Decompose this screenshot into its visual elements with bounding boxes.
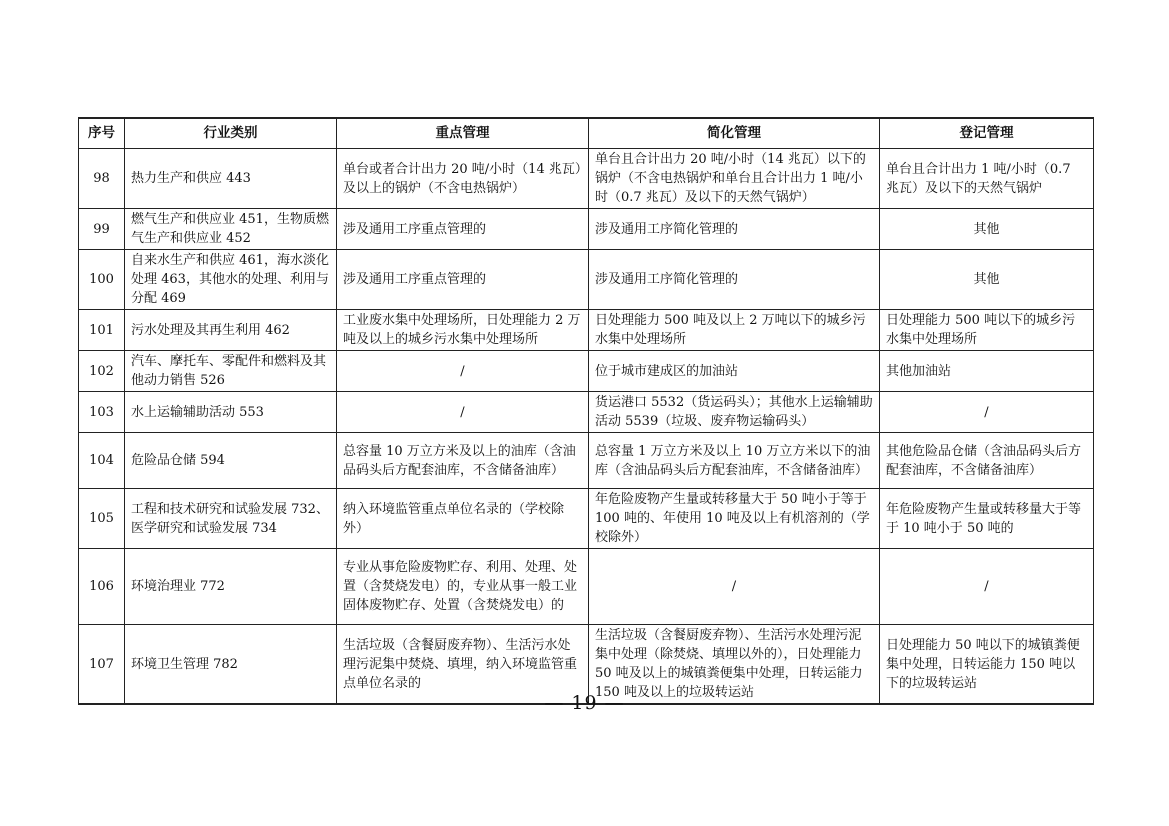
- row-seq: 102: [79, 351, 125, 392]
- page-number: — 19 —: [544, 692, 625, 714]
- regulation-table: [78, 117, 1094, 705]
- header-seq: 序号: [79, 118, 125, 149]
- table-row: [79, 489, 1094, 549]
- row-key: 涉及通用工序重点管理的: [337, 209, 589, 250]
- row-seq: 104: [79, 433, 125, 489]
- row-register: 日处理能力 50 吨以下的城镇粪便集中处理，日转运能力 150 吨以下的垃圾转运站: [880, 625, 1094, 705]
- row-simplified: 位于城市建成区的加油站: [589, 351, 880, 392]
- row-industry: 工程和技术研究和试验发展 732、医学研究和试验发展 734: [125, 489, 337, 549]
- row-seq: 106: [79, 549, 125, 625]
- row-seq: 103: [79, 392, 125, 433]
- row-industry: 自来水生产和供应 461，海水淡化处理 463，其他水的处理、利用与分配 469: [125, 250, 337, 310]
- row-key: 总容量 10 万立方米及以上的油库（含油品码头后方配套油库，不含储备油库）: [337, 433, 589, 489]
- row-register: 其他危险品仓储（含油品码头后方配套油库，不含储备油库）: [880, 433, 1094, 489]
- row-seq: 107: [79, 625, 125, 705]
- row-key: 工业废水集中处理场所，日处理能力 2 万吨及以上的城乡污水集中处理场所: [337, 310, 589, 351]
- row-key: 涉及通用工序重点管理的: [337, 250, 589, 310]
- row-industry: 环境治理业 772: [125, 549, 337, 625]
- row-register: 日处理能力 500 吨以下的城乡污水集中处理场所: [880, 310, 1094, 351]
- row-industry: 燃气生产和供应业 451，生物质燃气生产和供应业 452: [125, 209, 337, 250]
- row-seq: 100: [79, 250, 125, 310]
- row-register: 其他: [880, 209, 1094, 250]
- row-seq: 99: [79, 209, 125, 250]
- row-industry: 污水处理及其再生利用 462: [125, 310, 337, 351]
- table-row: [79, 433, 1094, 489]
- row-register: 其他加油站: [880, 351, 1094, 392]
- row-register: /: [880, 392, 1094, 433]
- row-seq: 105: [79, 489, 125, 549]
- row-simplified: 涉及通用工序简化管理的: [589, 250, 880, 310]
- row-industry: 危险品仓储 594: [125, 433, 337, 489]
- row-seq: 98: [79, 149, 125, 209]
- row-simplified: /: [589, 549, 880, 625]
- header-registration-management: 登记管理: [880, 118, 1094, 149]
- header-industry: 行业类别: [125, 118, 337, 149]
- row-register: /: [880, 549, 1094, 625]
- table-row: [79, 351, 1094, 392]
- row-register: 其他: [880, 250, 1094, 310]
- row-industry: 热力生产和供应 443: [125, 149, 337, 209]
- row-key: /: [337, 392, 589, 433]
- table-row: [79, 549, 1094, 625]
- row-simplified: 生活垃圾（含餐厨废弃物）、生活污水处理污泥集中处理（除焚烧、填埋以外的），日处理能力 50 吨及以上的城镇粪便集中处理，日转运能力 150 吨及以上的垃圾转运站: [589, 625, 880, 705]
- table-header-row: [79, 118, 1094, 149]
- row-industry: 环境卫生管理 782: [125, 625, 337, 705]
- header-key-management: 重点管理: [337, 118, 589, 149]
- row-key: 纳入环境监管重点单位名录的（学校除外）: [337, 489, 589, 549]
- table-row: [79, 392, 1094, 433]
- row-key: 专业从事危险废物贮存、利用、处理、处置（含焚烧发电）的，专业从事一般工业固体废物贮存、处置（含焚烧发电）的: [337, 549, 589, 625]
- table-row: [79, 149, 1094, 209]
- row-industry: 汽车、摩托车、零配件和燃料及其他动力销售 526: [125, 351, 337, 392]
- table-row: [79, 310, 1094, 351]
- row-simplified: 年危险废物产生量或转移量大于 50 吨小于等于 100 吨的、年使用 10 吨及以上有机溶剂的（学校除外）: [589, 489, 880, 549]
- row-industry: 水上运输辅助活动 553: [125, 392, 337, 433]
- row-simplified: 货运港口 5532（货运码头）；其他水上运输辅助活动 5539（垃圾、废弃物运输码头）: [589, 392, 880, 433]
- header-simplified-management: 简化管理: [589, 118, 880, 149]
- row-key: /: [337, 351, 589, 392]
- row-simplified: 单台且合计出力 20 吨/小时（14 兆瓦）以下的锅炉（不含电热锅炉和单台且合计出力 1 吨/小时（0.7 兆瓦）及以下的天然气锅炉）: [589, 149, 880, 209]
- row-seq: 101: [79, 310, 125, 351]
- row-simplified: 涉及通用工序简化管理的: [589, 209, 880, 250]
- row-simplified: 总容量 1 万立方米及以上 10 万立方米以下的油库（含油品码头后方配套油库，不含储备油库）: [589, 433, 880, 489]
- row-key: 单台或者合计出力 20 吨/小时（14 兆瓦）及以上的锅炉（不含电热锅炉）: [337, 149, 589, 209]
- table-row: [79, 250, 1094, 310]
- row-key: 生活垃圾（含餐厨废弃物）、生活污水处理污泥集中焚烧、填埋，纳入环境监管重点单位名录的: [337, 625, 589, 705]
- row-simplified: 日处理能力 500 吨及以上 2 万吨以下的城乡污水集中处理场所: [589, 310, 880, 351]
- table-row: [79, 209, 1094, 250]
- row-register: 年危险废物产生量或转移量大于等于 10 吨小于 50 吨的: [880, 489, 1094, 549]
- row-register: 单台且合计出力 1 吨/小时（0.7 兆瓦）及以下的天然气锅炉: [880, 149, 1094, 209]
